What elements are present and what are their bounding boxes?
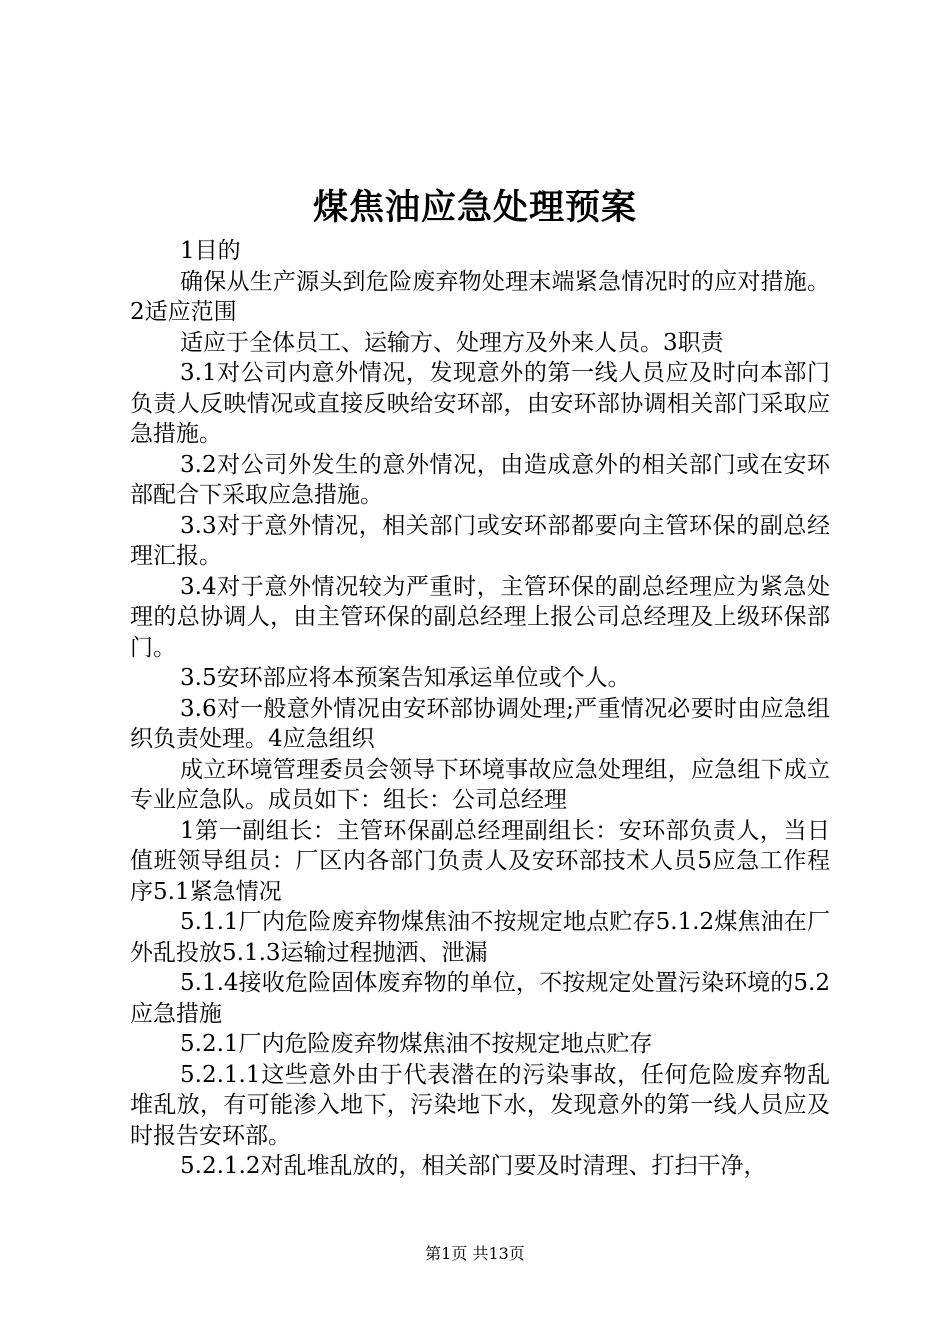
document-body bbox=[130, 236, 830, 1182]
paragraph: 5.2.1厂内危险废弃物煤焦油不按规定地点贮存 bbox=[180, 1031, 653, 1057]
paragraph: 3.6对一般意外情况由安环部协调处理;严重情况必要时由应急组织负责处理。4应急组织 bbox=[130, 695, 830, 752]
page-number: 第1页 共13页 bbox=[425, 1244, 525, 1263]
paragraph: 5.1.4接收危险固体废弃物的单位，不按规定处置污染环境的5.2应急措施 bbox=[130, 970, 830, 1027]
paragraph: 3.1对公司内意外情况，发现意外的第一线人员应及时向本部门负责人反映情况或直接反映给安环部，由安环部协调相关部门采取应急措施。 bbox=[130, 360, 830, 447]
paragraph: 5.1.1厂内危险废弃物煤焦油不按规定地点贮存5.1.2煤焦油在厂外乱投放5.1.3运输过程抛洒、泄漏 bbox=[130, 909, 830, 966]
paragraph: 1目的 bbox=[180, 238, 241, 264]
paragraph: 5.2.1.1这些意外由于代表潜在的污染事故，任何危险废弃物乱堆乱放，有可能渗入地下，污染地下水，发现意外的第一线人员应及时报告安环部。 bbox=[130, 1061, 830, 1149]
paragraph: 1第一副组长：主管环保副总经理副组长：安环部负责人，当日值班领导组员：厂区内各部门负责人及安环部技术人员5应急工作程序5.1紧急情况 bbox=[130, 817, 830, 905]
paragraph: 确保从生产源头到危险废弃物处理末端紧急情况时的应对措施。2适应范围 bbox=[130, 268, 830, 325]
paragraph: 3.4对于意外情况较为严重时，主管环保的副总经理应为紧急处理的总协调人，由主管环保的副总经理上报公司总经理及上级环保部门。 bbox=[130, 573, 830, 661]
page-title: 煤焦油应急处理预案 bbox=[312, 187, 637, 228]
paragraph: 3.5安环部应将本预案告知承运单位或个人。 bbox=[180, 665, 631, 691]
paragraph: 5.2.1.2对乱堆乱放的，相关部门要及时清理、打扫干净， bbox=[180, 1153, 767, 1179]
paragraph: 成立环境管理委员会领导下环境事故应急处理组，应急组下成立专业应急队。成员如下：组长：公司总经理 bbox=[130, 756, 830, 813]
paragraph: 3.3对于意外情况，相关部门或安环部都要向主管环保的副总经理汇报。 bbox=[130, 512, 830, 569]
paragraph: 3.2对公司外发生的意外情况，由造成意外的相关部门或在安环部配合下采取应急措施。 bbox=[130, 451, 830, 508]
paragraph: 适应于全体员工、运输方、处理方及外来人员。3职责 bbox=[180, 329, 724, 356]
